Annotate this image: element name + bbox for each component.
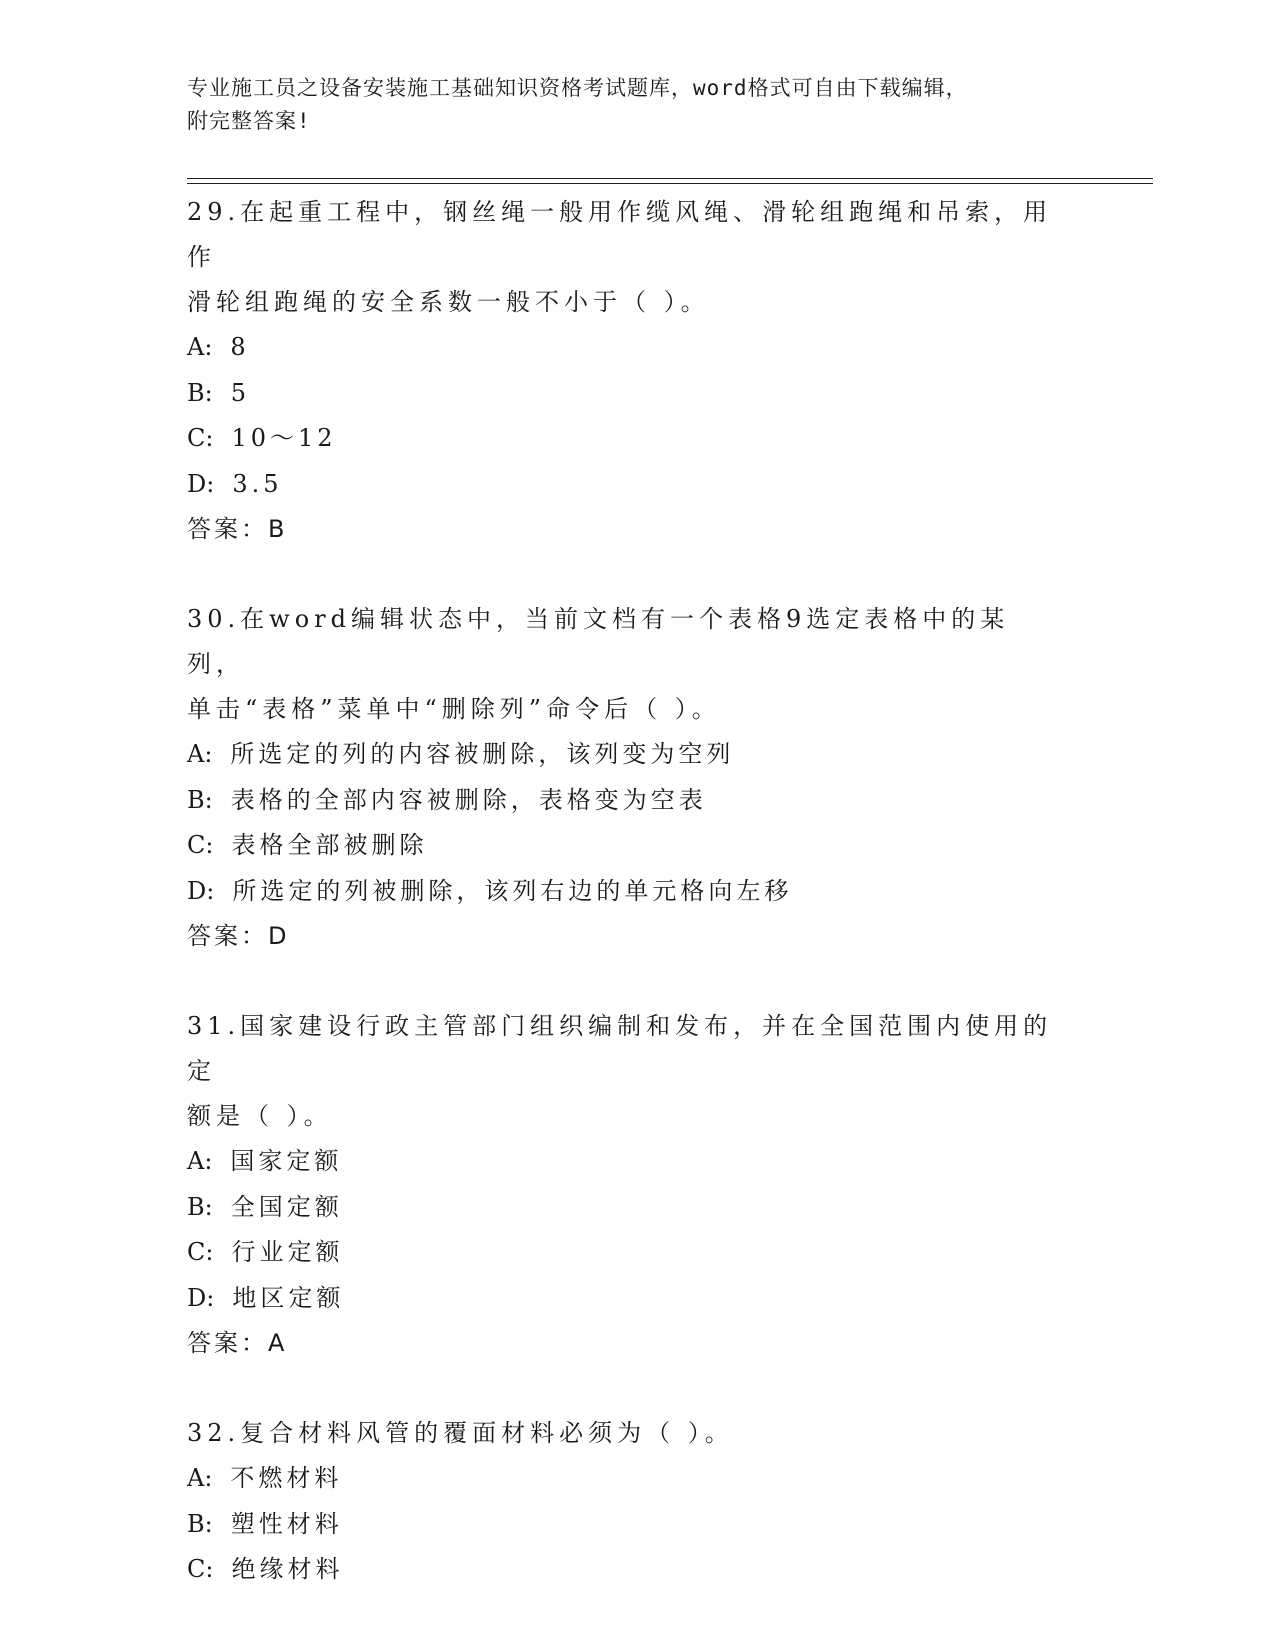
option-list bbox=[187, 1139, 1067, 1321]
option-text: 行业定额 bbox=[231, 1238, 344, 1266]
option-text: 8 bbox=[230, 333, 250, 361]
option-a bbox=[187, 1139, 1067, 1185]
option-letter: D: bbox=[187, 1283, 215, 1312]
option-d bbox=[187, 462, 1067, 508]
option-letter: B: bbox=[187, 785, 213, 814]
option-text: 国家定额 bbox=[230, 1147, 343, 1175]
option-letter: B: bbox=[187, 1509, 213, 1538]
option-letter: B: bbox=[187, 378, 213, 407]
header-line-2: 附完整答案! bbox=[187, 109, 311, 133]
header-divider-bottom bbox=[187, 183, 1153, 184]
option-letter: B: bbox=[187, 1192, 213, 1221]
question-stem-line: 滑轮组跑绳的安全系数一般不小于（ ）。 bbox=[187, 288, 710, 316]
question-stem-line: 31.国家建设行政主管部门组织编制和发布，并在全国范围内使用的定 bbox=[187, 1012, 1053, 1085]
option-text: 不燃材料 bbox=[230, 1464, 343, 1492]
option-letter: A: bbox=[187, 1464, 213, 1492]
option-text: 表格的全部内容被删除，表格变为空表 bbox=[230, 785, 707, 814]
question-29 bbox=[187, 190, 1067, 552]
option-letter: C: bbox=[187, 831, 214, 859]
option-c bbox=[187, 416, 1067, 462]
option-d bbox=[187, 1276, 1067, 1322]
question-stem-line: 单击“表格”菜单中“删除列”命令后（ ）。 bbox=[187, 695, 721, 723]
option-letter: D: bbox=[187, 876, 215, 905]
option-text: 绝缘材料 bbox=[231, 1555, 344, 1583]
option-a bbox=[187, 1456, 1067, 1502]
question-31 bbox=[187, 1004, 1067, 1366]
option-c bbox=[187, 823, 1067, 869]
option-letter: C: bbox=[187, 1555, 214, 1583]
option-b bbox=[187, 1502, 1067, 1548]
question-stem bbox=[187, 597, 1067, 732]
option-letter: C: bbox=[187, 424, 214, 452]
option-b bbox=[187, 371, 1067, 417]
question-stem-line: 32.复合材料风管的覆面材料必须为（ ）。 bbox=[187, 1419, 734, 1447]
question-32 bbox=[187, 1411, 1067, 1593]
question-stem bbox=[187, 190, 1067, 325]
option-b bbox=[187, 778, 1067, 824]
header-line-1: 专业施工员之设备安装施工基础知识资格考试题库，word格式可自由下载编辑， bbox=[187, 76, 968, 100]
option-letter: A: bbox=[187, 1147, 213, 1175]
document-header bbox=[187, 72, 1067, 138]
option-b bbox=[187, 1185, 1067, 1231]
question-stem-line: 额是（ ）。 bbox=[187, 1102, 333, 1130]
answer-label: 答案：A bbox=[187, 1329, 288, 1357]
option-c bbox=[187, 1547, 1067, 1593]
option-text: 地区定额 bbox=[232, 1283, 345, 1312]
question-stem bbox=[187, 1004, 1067, 1139]
option-text: 全国定额 bbox=[230, 1192, 343, 1221]
question-stem-line: 29.在起重工程中，钢丝绳一般用作缆风绳、滑轮组跑绳和吊索，用作 bbox=[187, 198, 1053, 271]
header-divider-top bbox=[187, 178, 1153, 179]
answer-label: 答案：B bbox=[187, 515, 288, 543]
option-c bbox=[187, 1230, 1067, 1276]
option-text: 5 bbox=[230, 378, 251, 407]
option-text: 10～12 bbox=[231, 424, 337, 452]
option-list bbox=[187, 1456, 1067, 1593]
option-text: 所选定的列被删除，该列右边的单元格向左移 bbox=[232, 876, 793, 905]
option-letter: A: bbox=[187, 740, 213, 768]
question-30 bbox=[187, 597, 1067, 959]
option-a bbox=[187, 732, 1067, 778]
option-list bbox=[187, 732, 1067, 914]
option-list bbox=[187, 325, 1067, 507]
option-letter: D: bbox=[187, 469, 215, 498]
option-d bbox=[187, 869, 1067, 915]
answer-label: 答案：D bbox=[187, 922, 290, 950]
question-list bbox=[187, 190, 1067, 1638]
option-text: 塑性材料 bbox=[230, 1509, 343, 1538]
question-stem bbox=[187, 1411, 1067, 1456]
option-letter: A: bbox=[187, 333, 213, 361]
option-a bbox=[187, 325, 1067, 371]
option-text: 3.5 bbox=[232, 469, 283, 498]
option-text: 表格全部被删除 bbox=[231, 831, 428, 859]
option-letter: C: bbox=[187, 1238, 214, 1266]
question-stem-line: 30.在word编辑状态中，当前文档有一个表格9选定表格中的某列， bbox=[187, 605, 1010, 678]
option-text: 所选定的列的内容被删除，该列变为空列 bbox=[230, 740, 735, 768]
